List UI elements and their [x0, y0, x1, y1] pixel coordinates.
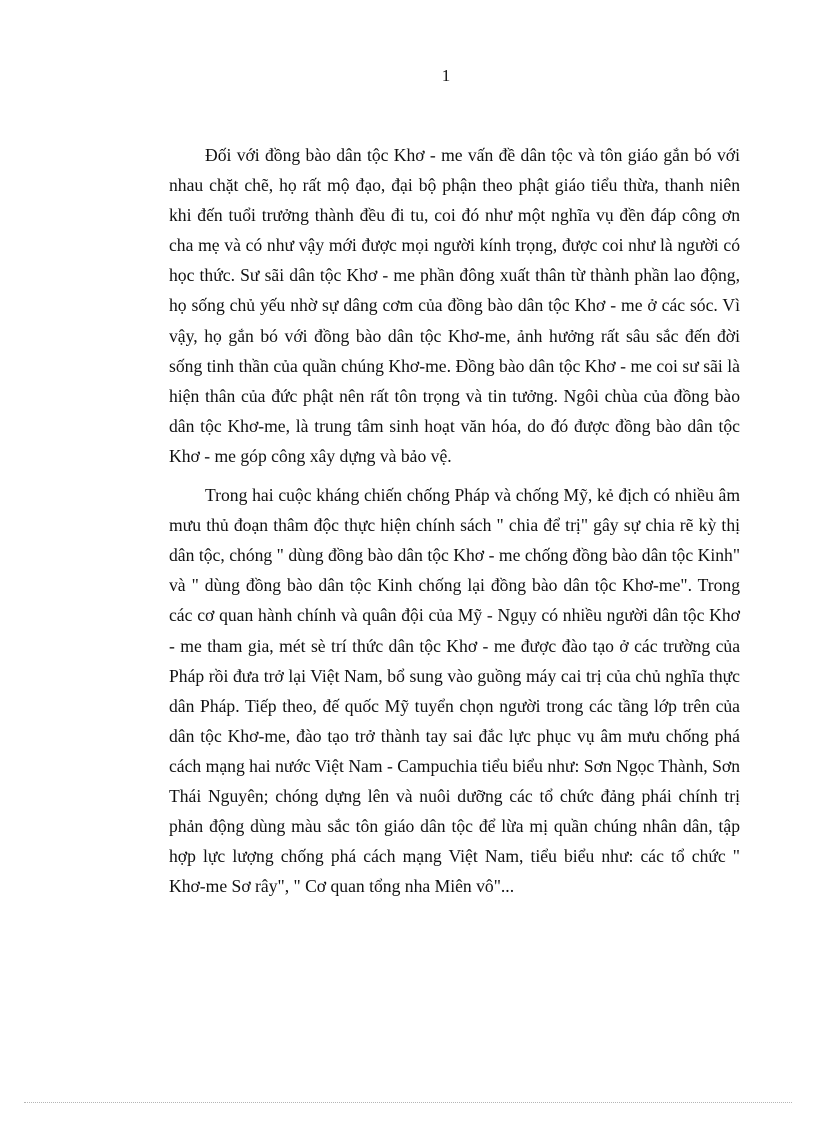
paragraph-resistance-wars: Trong hai cuộc kháng chiến chống Pháp và chống Mỹ, kẻ địch có nhiều âm mưu thủ đoạn thâm độc thực hiện chính sách " chia để trị" gây sự chia rẽ kỳ thị dân tộc, chóng " dùng đồng bào dân tộc Khơ - me chống đồng bào dân tộc Kinh" và " dùng đồng bào dân tộc Kinh chống lại đồng bào dân tộc Khơ-me". Trong các cơ quan hành chính và quân đội của Mỹ - Ngụy có nhiều người dân tộc Khơ - me tham gia, mét sè trí thức dân tộc Khơ - me được đào tạo ở các trường của Pháp rồi đưa trở lại Việt Nam, bổ sung vào guồng máy cai trị của chủ nghĩa thực dân Pháp. Tiếp theo, đế quốc Mỹ tuyển chọn người trong các tầng lớp trên của dân tộc Khơ-me, đào tạo trở thành tay sai đắc lực phục vụ âm mưu chống phá cách mạng hai nước Việt Nam - Campuchia tiểu biểu như: Sơn Ngọc Thành, Sơn Thái Nguyên; chóng dựng lên và nuôi dưỡng các tổ chức đảng phái chính trị phản động dùng màu sắc tôn giáo dân tộc để lừa mị quần chúng nhân dân, tập hợp lực lượng chống phá cách mạng Việt Nam, tiểu biểu như: các tổ chức " Khơ-me Sơ rây", " Cơ quan tổng nha Miên vô"... — [169, 485, 740, 897]
document-body — [169, 140, 740, 901]
paragraph-khmer-religion: Đối với đồng bào dân tộc Khơ - me vấn đề dân tộc và tôn giáo gắn bó với nhau chặt chẽ, họ rất mộ đạo, đại bộ phận theo phật giáo tiểu thừa, thanh niên khi đến tuổi trưởng thành đều đi tu, coi đó như một nghĩa vụ đền đáp công ơn cha mẹ và có như vậy mới được mọi người kính trọng, được coi như là người có học thức. Sư sãi dân tộc Khơ - me phần đông xuất thân từ thành phần lao động, họ sống chủ yếu nhờ sự dâng cơm của đồng bào dân tộc Khơ - me ở các sóc. Vì vậy, họ gắn bó với đồng bào dân tộc Khơ-me, ảnh hưởng rất sâu sắc đến đời sống tinh thần của quần chúng Khơ-me. Đồng bào dân tộc Khơ - me coi sư sãi là hiện thân của đức phật nên rất tôn trọng và tin tưởng. Ngôi chùa của đồng bào dân tộc Khơ-me, là trung tâm sinh hoạt văn hóa, do đó được đồng bào dân tộc Khơ - me góp công xây dựng và bảo vệ. — [169, 145, 740, 466]
page-number: 1 — [441, 66, 451, 85]
page-bottom-dotted-rule — [24, 1102, 792, 1103]
